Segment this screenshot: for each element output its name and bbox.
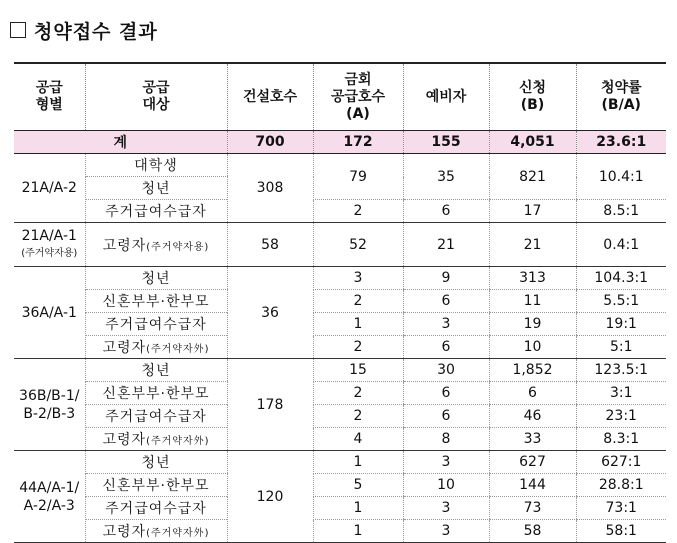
applied: 144 <box>489 474 576 497</box>
header-reserve: 예비자 <box>403 63 489 131</box>
supply-target: 청년 <box>85 359 227 382</box>
applied: 627 <box>489 451 576 474</box>
reserve: 35 <box>403 154 489 200</box>
table-row <box>14 154 666 177</box>
table-row <box>14 223 666 267</box>
table-row <box>14 336 666 359</box>
supply-units: 2 <box>313 290 403 313</box>
supply-type: 36A/A-1 <box>14 267 85 359</box>
supply-target: 주거급여수급자 <box>85 405 227 428</box>
applied: 17 <box>489 200 576 223</box>
supply-units: 2 <box>313 336 403 359</box>
reserve: 6 <box>403 336 489 359</box>
applied: 313 <box>489 267 576 290</box>
applied: 58 <box>489 520 576 543</box>
rate: 104.3:1 <box>576 267 666 290</box>
rate: 123.5:1 <box>576 359 666 382</box>
supply-units: 79 <box>313 154 403 200</box>
header-built-units: 건설호수 <box>227 63 313 131</box>
supply-type: 36B/B-1/ B-2/B-3 <box>14 359 85 451</box>
built-units: 120 <box>227 451 313 543</box>
supply-target: 고령자(주거약자용) <box>85 223 227 267</box>
supply-target: 청년 <box>85 451 227 474</box>
group-44a <box>14 451 666 543</box>
rate: 19:1 <box>576 313 666 336</box>
table-row <box>14 359 666 382</box>
supply-type: 21A/A-1 (주거약자용) <box>14 223 85 267</box>
reserve: 10 <box>403 474 489 497</box>
rate: 3:1 <box>576 382 666 405</box>
section-title <box>10 17 158 43</box>
supply-units: 52 <box>313 223 403 267</box>
applied: 821 <box>489 154 576 200</box>
rate: 58:1 <box>576 520 666 543</box>
rate: 8.5:1 <box>576 200 666 223</box>
built-units: 308 <box>227 154 313 223</box>
table-row <box>14 451 666 474</box>
table-row <box>14 405 666 428</box>
table-row <box>14 520 666 543</box>
built-units: 36 <box>227 267 313 359</box>
applied: 6 <box>489 382 576 405</box>
rate: 627:1 <box>576 451 666 474</box>
header-supply-units: 금회 공급호수 (A) <box>313 63 403 131</box>
supply-units: 2 <box>313 405 403 428</box>
total-reserve: 155 <box>403 131 489 154</box>
supply-target: 대학생 <box>85 154 227 177</box>
supply-target: 고령자(주거약자外) <box>85 520 227 543</box>
supply-target: 주거급여수급자 <box>85 200 227 223</box>
supply-units: 1 <box>313 451 403 474</box>
reserve: 6 <box>403 405 489 428</box>
applied: 1,852 <box>489 359 576 382</box>
supply-target: 주거급여수급자 <box>85 497 227 520</box>
group-21a-a1 <box>14 223 666 267</box>
header-rate: 청약률 (B/A) <box>576 63 666 131</box>
header-applied: 신청 (B) <box>489 63 576 131</box>
supply-units: 4 <box>313 428 403 451</box>
reserve: 9 <box>403 267 489 290</box>
checkbox-square-icon <box>10 22 26 38</box>
total-applied: 4,051 <box>489 131 576 154</box>
applied: 11 <box>489 290 576 313</box>
applied: 19 <box>489 313 576 336</box>
supply-type: 44A/A-1/ A-2/A-3 <box>14 451 85 543</box>
reserve: 6 <box>403 290 489 313</box>
built-units: 58 <box>227 223 313 267</box>
rate: 73:1 <box>576 497 666 520</box>
applied: 33 <box>489 428 576 451</box>
supply-units: 3 <box>313 267 403 290</box>
table-row <box>14 200 666 223</box>
group-36a <box>14 267 666 359</box>
reserve: 6 <box>403 200 489 223</box>
supply-units: 1 <box>313 497 403 520</box>
table-row <box>14 313 666 336</box>
total-label: 계 <box>14 131 227 154</box>
supply-target: 청년 <box>85 177 227 200</box>
supply-target: 고령자(주거약자外) <box>85 336 227 359</box>
group-36b <box>14 359 666 451</box>
reserve: 3 <box>403 313 489 336</box>
applied: 46 <box>489 405 576 428</box>
table-row <box>14 290 666 313</box>
total-rate: 23.6:1 <box>576 131 666 154</box>
rate: 5.5:1 <box>576 290 666 313</box>
reserve: 8 <box>403 428 489 451</box>
supply-units: 2 <box>313 200 403 223</box>
rate: 10.4:1 <box>576 154 666 200</box>
total-supply: 172 <box>313 131 403 154</box>
supply-units: 15 <box>313 359 403 382</box>
reserve: 21 <box>403 223 489 267</box>
header-supply-target: 공급 대상 <box>85 63 227 131</box>
subscription-results-table <box>14 62 666 543</box>
total-row <box>14 131 666 154</box>
table-row <box>14 497 666 520</box>
total-built: 700 <box>227 131 313 154</box>
rate: 28.8:1 <box>576 474 666 497</box>
applied: 73 <box>489 497 576 520</box>
table-row <box>14 267 666 290</box>
table-row <box>14 428 666 451</box>
supply-target: 신혼부부·한부모 <box>85 290 227 313</box>
header-supply-type: 공급 형별 <box>14 63 85 131</box>
supply-target: 청년 <box>85 267 227 290</box>
built-units: 178 <box>227 359 313 451</box>
supply-target: 신혼부부·한부모 <box>85 474 227 497</box>
supply-target: 고령자(주거약자外) <box>85 428 227 451</box>
rate: 8.3:1 <box>576 428 666 451</box>
supply-type: 21A/A-2 <box>14 154 85 223</box>
applied: 21 <box>489 223 576 267</box>
table-row <box>14 382 666 405</box>
group-21a <box>14 154 666 223</box>
applied: 10 <box>489 336 576 359</box>
rate: 23:1 <box>576 405 666 428</box>
table-header-row <box>14 63 666 131</box>
supply-target: 주거급여수급자 <box>85 313 227 336</box>
reserve: 6 <box>403 382 489 405</box>
table-row <box>14 474 666 497</box>
reserve: 3 <box>403 520 489 543</box>
supply-target: 신혼부부·한부모 <box>85 382 227 405</box>
reserve: 30 <box>403 359 489 382</box>
rate: 5:1 <box>576 336 666 359</box>
supply-units: 1 <box>313 520 403 543</box>
reserve: 3 <box>403 451 489 474</box>
supply-units: 1 <box>313 313 403 336</box>
reserve: 3 <box>403 497 489 520</box>
supply-units: 2 <box>313 382 403 405</box>
section-title-text: 청약접수 결과 <box>34 20 158 43</box>
rate: 0.4:1 <box>576 223 666 267</box>
supply-units: 5 <box>313 474 403 497</box>
